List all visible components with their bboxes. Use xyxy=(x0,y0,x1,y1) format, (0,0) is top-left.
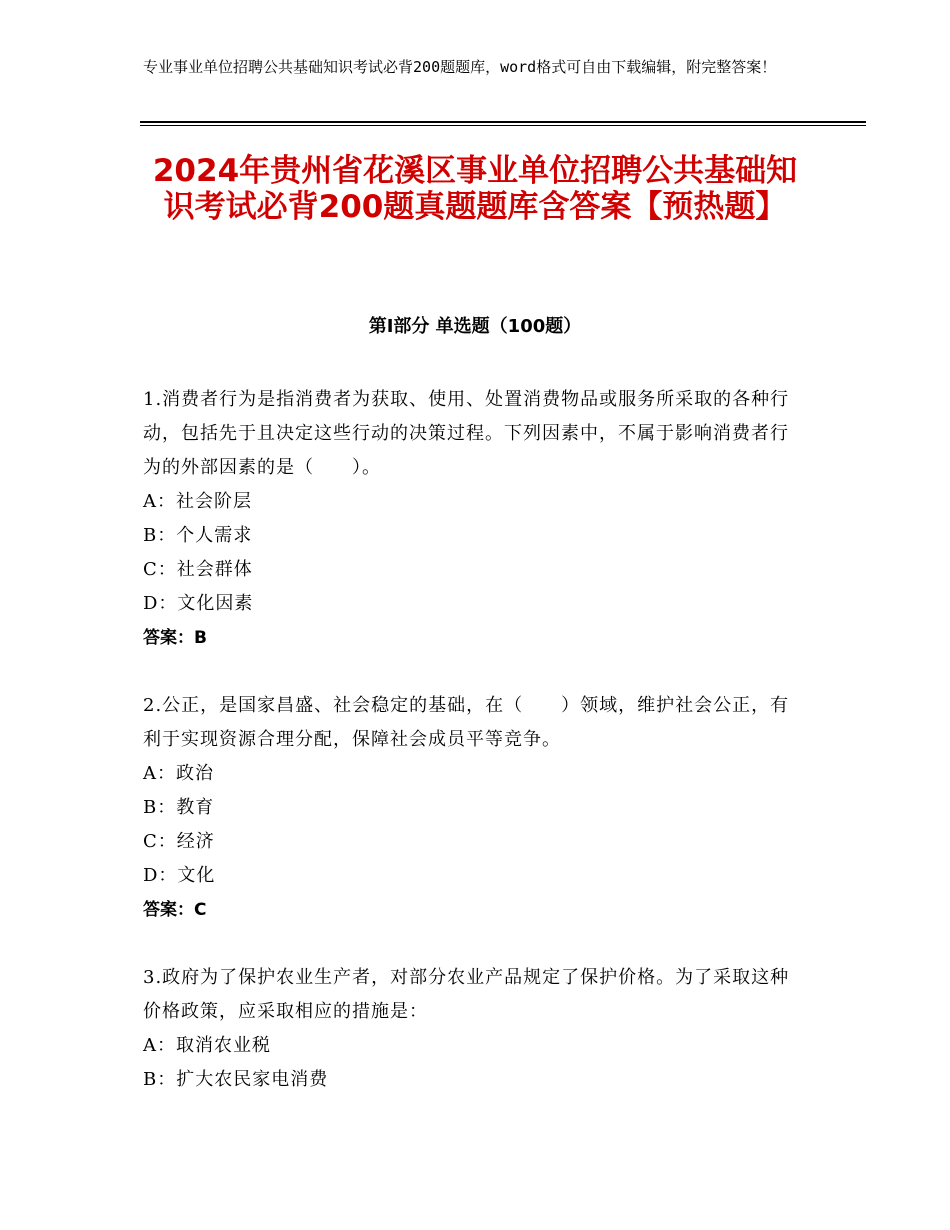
question-answer: 答案：C xyxy=(143,900,207,920)
question-option-a: A：取消农业税 xyxy=(143,1035,271,1056)
question-stem: 3.政府为了保护农业生产者，对部分农业产品规定了保护价格。为了采取这种价格政策，应采取相应的措施是： xyxy=(143,967,790,1022)
question-item xyxy=(143,961,798,1097)
section-heading: 第Ⅰ部分 单选题（100题） xyxy=(368,316,582,337)
question-stem: 2.公正，是国家昌盛、社会稳定的基础，在（ ）领域，维护社会公正，有利于实现资源合理分配，保障社会成员平等竞争。 xyxy=(143,695,790,750)
question-stem: 1.消费者行为是指消费者为获取、使用、处置消费物品或服务所采取的各种行动，包括先于且决定这些行动的决策过程。下列因素中，不属于影响消费者行为的外部因素的是（ ）。 xyxy=(143,389,790,478)
header-note: 专业事业单位招聘公共基础知识考试必背200题题库，word格式可自由下载编辑，附完整答案！ xyxy=(143,58,777,76)
question-list xyxy=(143,383,798,1131)
header-divider-thin xyxy=(140,125,866,126)
question-item xyxy=(143,383,798,655)
header-divider-thick xyxy=(140,121,866,123)
question-option-d: D：文化因素 xyxy=(143,593,254,614)
document-title: 2024年贵州省花溪区事业单位招聘公共基础知识考试必背200题真题题库含答案【预热题】 xyxy=(152,153,798,225)
question-option-b: B：扩大农民家电消费 xyxy=(143,1069,329,1090)
question-option-a: A：社会阶层 xyxy=(143,491,252,512)
question-option-d: D：文化 xyxy=(143,865,216,886)
question-item xyxy=(143,689,798,927)
question-answer: 答案：B xyxy=(143,628,207,648)
question-option-b: B：个人需求 xyxy=(143,525,253,546)
question-option-b: B：教育 xyxy=(143,797,215,818)
question-option-c: C：社会群体 xyxy=(143,559,253,580)
question-option-c: C：经济 xyxy=(143,831,215,852)
question-option-a: A：政治 xyxy=(143,763,214,784)
